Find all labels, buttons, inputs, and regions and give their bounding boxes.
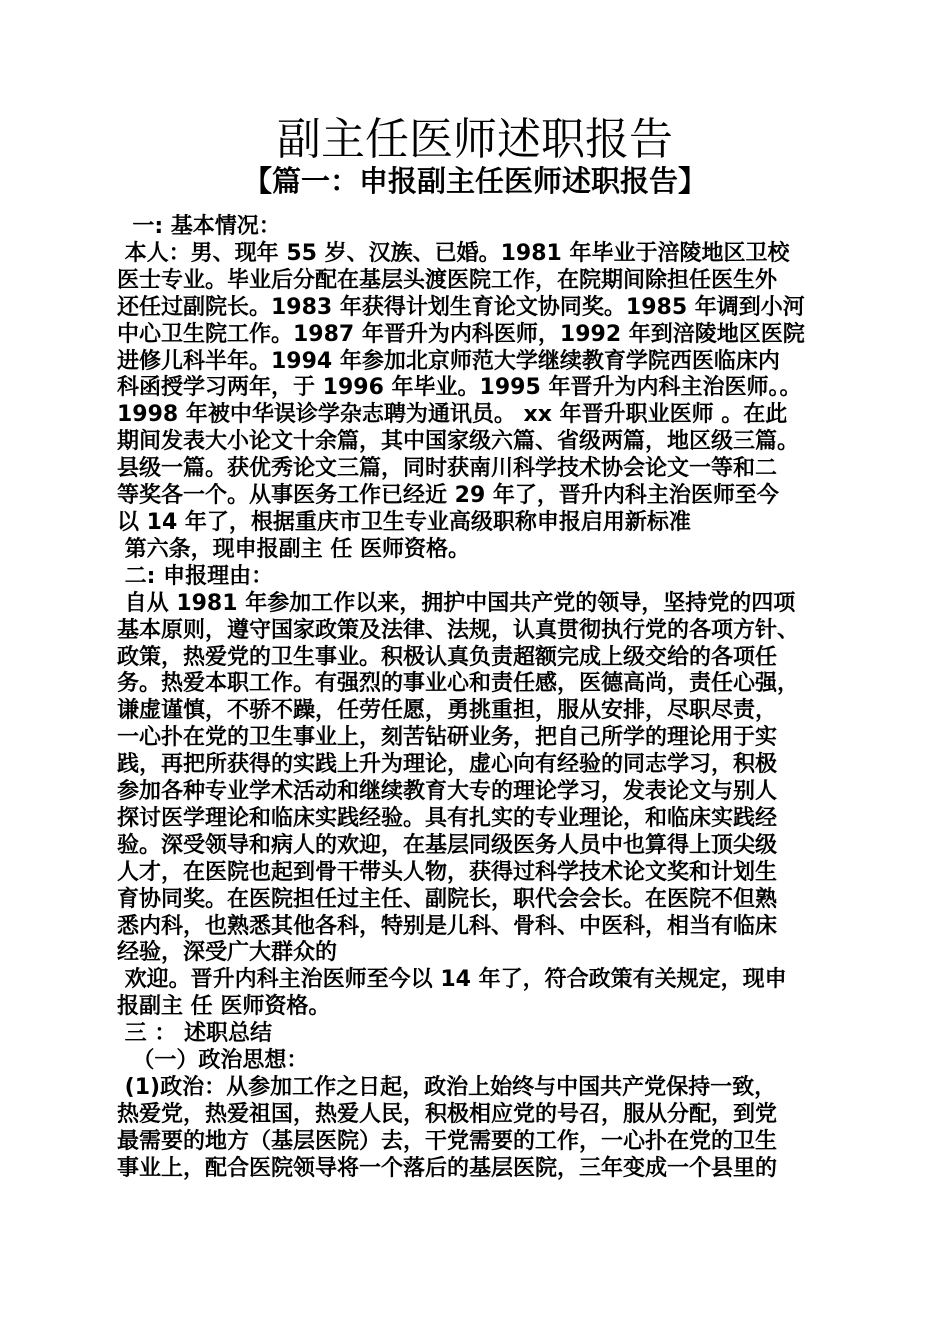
paragraph-line: 谦虚谨慎，不骄不躁，任劳任愿，勇挑重担，服从安排，尽职尽责， bbox=[117, 698, 778, 724]
paragraph-line: 中心卫生院工作。1987 年晋升为内科医师，1992 年到涪陵地区医院 bbox=[117, 321, 805, 347]
paragraph-line: 一心扑在党的卫生事业上，刻苦钻研业务，把自己所学的理论用于实 bbox=[117, 725, 778, 751]
paragraph-line: 自从 1981 年参加工作以来，拥护中国共产党的领导，坚持党的四项 bbox=[117, 590, 796, 616]
paragraph-line: 欢迎。晋升内科主治医师至今以 14 年了，符合政策有关规定，现申 bbox=[117, 967, 787, 993]
paragraph-line: 最需要的地方（基层医院）去，干党需要的工作，一心扑在党的卫生 bbox=[117, 1128, 778, 1154]
paragraph-line: 第六条，现申报副主 任 医师资格。 bbox=[117, 536, 470, 562]
paragraph-line: 热爱党，热爱祖国，热爱人民，积极相应党的号召，服从分配，到党 bbox=[117, 1101, 778, 1127]
paragraph-line: 报副主 任 医师资格。 bbox=[117, 994, 331, 1020]
document-subtitle: 【篇一：申报副主任医师述职报告】 bbox=[242, 164, 707, 198]
document-body bbox=[117, 214, 847, 1183]
paragraph-line: 1998 年被中华误诊学杂志聘为通讯员。 xx 年晋升职业医师 。在此 bbox=[117, 402, 788, 428]
paragraph-line: 一: 基本情况： bbox=[117, 214, 281, 239]
paragraph-line: 以 14 年了，根据重庆市卫生专业高级职称申报启用新标准 bbox=[117, 509, 691, 535]
paragraph-line: 悉内科，也熟悉其他各科，特别是儿科、骨科、中医科，相当有临床 bbox=[117, 913, 778, 939]
paragraph-line: 三 ： 述职总结 bbox=[117, 1021, 272, 1047]
paragraph-line: 验。深受领导和病人的欢迎，在基层同级医务人员中也算得上顶尖级 bbox=[117, 832, 778, 858]
paragraph-line: 二: 申报理由： bbox=[117, 563, 274, 589]
paragraph-line: (1)政治：从参加工作之日起，政治上始终与中国共产党保持一致， bbox=[117, 1075, 777, 1100]
paragraph-line: 科函授学习两年，于 1996 年毕业。1995 年晋升为内科主治医师。。 bbox=[117, 375, 802, 401]
paragraph-line: 践，再把所获得的实践上升为理论，虚心向有经验的同志学习，积极 bbox=[117, 752, 778, 778]
paragraph-line: 本人：男、现年 55 岁、汉族、已婚。1981 年毕业于涪陵地区卫校 bbox=[117, 240, 790, 266]
paragraph-line: 基本原则，遵守国家政策及法律、法规，认真贯彻执行党的各项方针、 bbox=[117, 617, 800, 643]
paragraph-line: 县级一篇。获优秀论文三篇，同时获南川科学技术协会论文一等和二 bbox=[117, 456, 778, 482]
paragraph-line: 参加各种专业学术活动和继续教育大专的理论学习，发表论文与别人 bbox=[117, 779, 778, 805]
paragraph-line: （一）政治思想： bbox=[117, 1048, 309, 1074]
paragraph-line: 育协同奖。在医院担任过主任、副院长，职代会会长。在医院不但熟 bbox=[117, 886, 778, 912]
paragraph-line: 事业上，配合医院领导将一个落后的基层医院，三年变成一个县里的 bbox=[117, 1155, 778, 1181]
paragraph-line: 期间发表大小论文十余篇，其中国家级六篇、省级两篇，地区级三篇。 bbox=[117, 429, 800, 455]
paragraph-line: 政策，热爱党的卫生事业。积极认真负责超额完成上级交给的各项任 bbox=[117, 644, 778, 670]
paragraph-line: 医士专业。毕业后分配在基层头渡医院工作，在院期间除担任医生外 bbox=[117, 267, 778, 293]
paragraph-line: 人才，在医院也起到骨干带头人物，获得过科学技术论文奖和计划生 bbox=[117, 859, 778, 885]
paragraph-line: 务。热爱本职工作。有强烈的事业心和责任感，医德高尚，责任心强， bbox=[117, 671, 800, 697]
document-title: 副主任医师述职报告 bbox=[277, 114, 673, 165]
paragraph-line: 经验，深受广大群众的 bbox=[117, 940, 338, 966]
paragraph-line: 进修儿科半年。1994 年参加北京师范大学继续教育学院西医临床内 bbox=[117, 348, 780, 374]
paragraph-line: 探讨医学理论和临床实践经验。具有扎实的专业理论，和临床实践经 bbox=[117, 805, 778, 831]
paragraph-line: 等奖各一个。从事医务工作已经近 29 年了，晋升内科主治医师至今 bbox=[117, 483, 779, 509]
paragraph-line: 还任过副院长。1983 年获得计划生育论文协同奖。1985 年调到小河 bbox=[117, 294, 805, 320]
